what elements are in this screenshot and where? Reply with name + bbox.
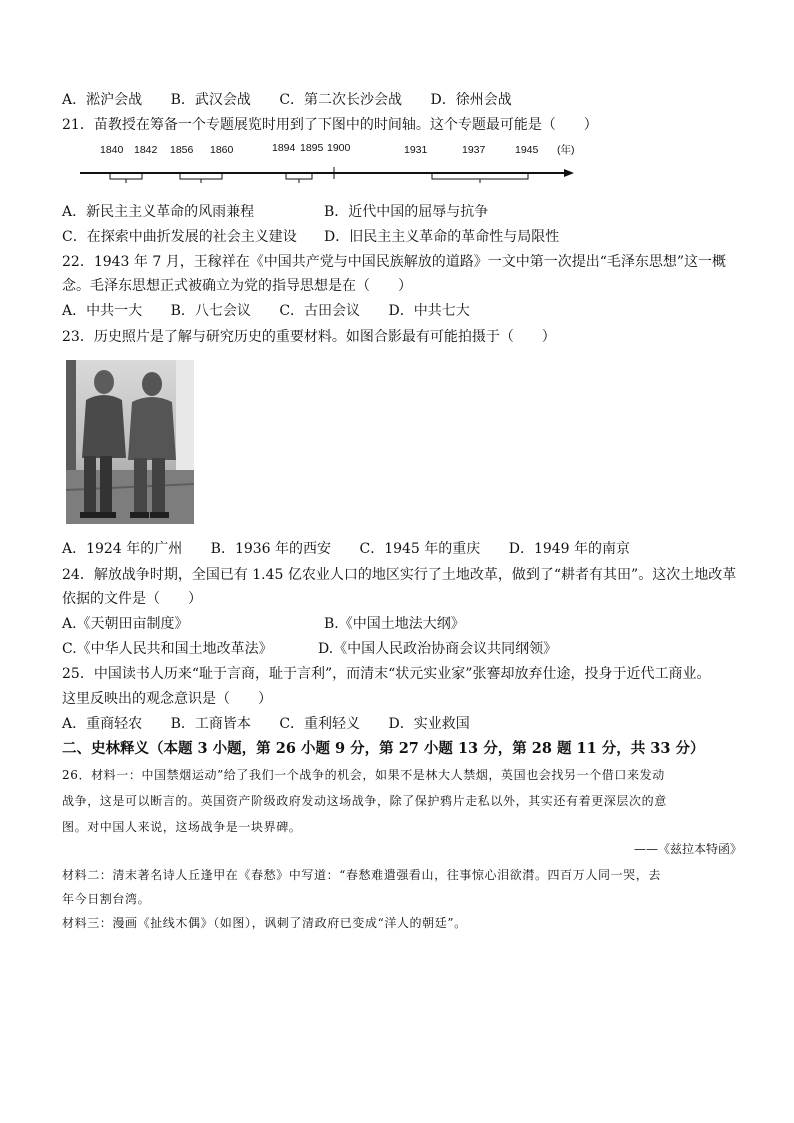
q26-material2-line2: 年今日割台湾。 xyxy=(62,892,151,906)
q21-option-a: A．新民主主义革命的风雨兼程 xyxy=(62,204,255,220)
q24-option-a: A.《天朝田亩制度》 xyxy=(62,616,189,632)
q25-options xyxy=(62,714,494,734)
q22-option-d: D．中共七大 xyxy=(388,303,470,319)
q24-option-d: D.《中国人民政治协商会议共同纲领》 xyxy=(318,641,558,657)
timeline-year: 1860 xyxy=(210,144,234,156)
q21-stem: 21．苗教授在筹备一个专题展览时用到了下图中的时间轴。这个专题最可能是（ ） xyxy=(62,117,598,133)
section2-title: 二、史林释义（本题 3 小题，第 26 小题 9 分，第 27 小题 13 分，第 28 题 11 分，共 33 分） xyxy=(62,740,705,757)
timeline-year: 1900 xyxy=(327,142,351,154)
q23-option-d: D．1949 年的南京 xyxy=(508,541,631,557)
q22-options xyxy=(62,301,494,321)
timeline-unit: (年) xyxy=(557,144,575,156)
q23-option-b: B．1936 年的西安 xyxy=(210,541,332,557)
timeline-arrow-icon xyxy=(564,169,574,177)
q22-stem-line1: 22．1943 年 7 月，王稼祥在《中国共产党与中国民族解放的道路》一文中第一次提出“毛泽东思想”这一概 xyxy=(62,254,727,270)
q25-stem-line1: 25．中国读书人历来“耻于言商，耻于言利”，而清末“状元实业家”张謇却放弃仕途，投身于近代工商业。 xyxy=(62,666,711,682)
q21-options-row1 xyxy=(62,202,488,222)
q24-stem-line1: 24．解放战争时期，全国已有 1.45 亿农业人口的地区实行了土地改革，做到了“耕者有其田”。这次土地改革 xyxy=(62,567,737,583)
historical-photo xyxy=(66,360,194,524)
q21-option-b: B．近代中国的屈辱与抗争 xyxy=(324,204,489,220)
q26-material1-line1: 26．材料一：中国禁烟运动”给了我们一个战争的机会，如果不是林大人禁烟，英国也会找另一个借口来发动 xyxy=(62,768,665,782)
q22-stem-line2: 念。毛泽东思想正式被确立为党的指导思想是在（ ） xyxy=(62,278,412,294)
q20-option-b: B．武汉会战 xyxy=(170,92,251,108)
timeline-year: 1895 xyxy=(300,142,324,154)
q23-stem: 23．历史照片是了解与研究历史的重要材料。如图合影最有可能拍摄于（ ） xyxy=(62,329,556,345)
q22-option-a: A．中共一大 xyxy=(62,303,143,319)
q20-option-a: A．淞沪会战 xyxy=(62,92,143,108)
q20-options xyxy=(62,90,536,110)
timeline-year: 1894 xyxy=(272,142,296,154)
q25-stem-line2: 这里反映出的观念意识是（ ） xyxy=(62,691,272,707)
q21-option-d: D．旧民主主义革命的革命性与局限性 xyxy=(324,229,560,245)
q24-options-row2 xyxy=(62,639,557,659)
q22-option-b: B．八七会议 xyxy=(170,303,251,319)
q23-option-c: C．1945 年的重庆 xyxy=(359,541,481,557)
q25-option-d: D．实业救国 xyxy=(388,716,470,732)
q24-option-c: C.《中华人民共和国土地改革法》 xyxy=(62,641,273,657)
q23-option-a: A．1924 年的广州 xyxy=(62,541,183,557)
q26-material1-line3: 图。对中国人来说，这场战争是一块界碑。 xyxy=(62,820,302,834)
q26-material1-source: ——《兹拉本特函》 xyxy=(633,842,742,856)
timeline-year: 1842 xyxy=(134,144,158,156)
q20-option-d: D．徐州会战 xyxy=(430,92,512,108)
q20-option-c: C．第二次长沙会战 xyxy=(279,92,403,108)
timeline-year: 1856 xyxy=(170,144,194,156)
q24-option-b: B.《中国土地法大纲》 xyxy=(324,616,465,632)
q26-material1-line2: 战争，这是可以断言的。英国资产阶级政府发动这场战争，除了保护鸦片走私以外，其实还有着更深层次的意 xyxy=(62,794,667,808)
timeline-figure xyxy=(80,138,600,188)
q25-option-b: B．工商皆本 xyxy=(170,716,251,732)
timeline-year: 1945 xyxy=(515,144,539,156)
timeline-year: 1840 xyxy=(100,144,124,156)
q26-material3-line1: 材料三：漫画《扯线木偶》（如图），讽刺了清政府已变成“洋人的朝廷”。 xyxy=(62,916,467,930)
q24-stem-line2: 依据的文件是（ ） xyxy=(62,591,202,607)
q21-options-row2 xyxy=(62,227,559,247)
q24-options-row1 xyxy=(62,614,465,634)
q21-option-c: C．在探索中曲折发展的社会主义建设 xyxy=(62,229,297,245)
q23-options xyxy=(62,539,654,559)
timeline-year: 1931 xyxy=(404,144,428,156)
timeline-year: 1937 xyxy=(462,144,486,156)
q25-option-c: C．重利轻义 xyxy=(279,716,361,732)
q26-material2-line1: 材料二：清末著名诗人丘逢甲在《春愁》中写道：“春愁难遣强看山，往事惊心泪欲潸。四百万人同一哭，去 xyxy=(62,868,661,882)
q22-option-c: C．古田会议 xyxy=(279,303,361,319)
q25-option-a: A．重商轻农 xyxy=(62,716,143,732)
